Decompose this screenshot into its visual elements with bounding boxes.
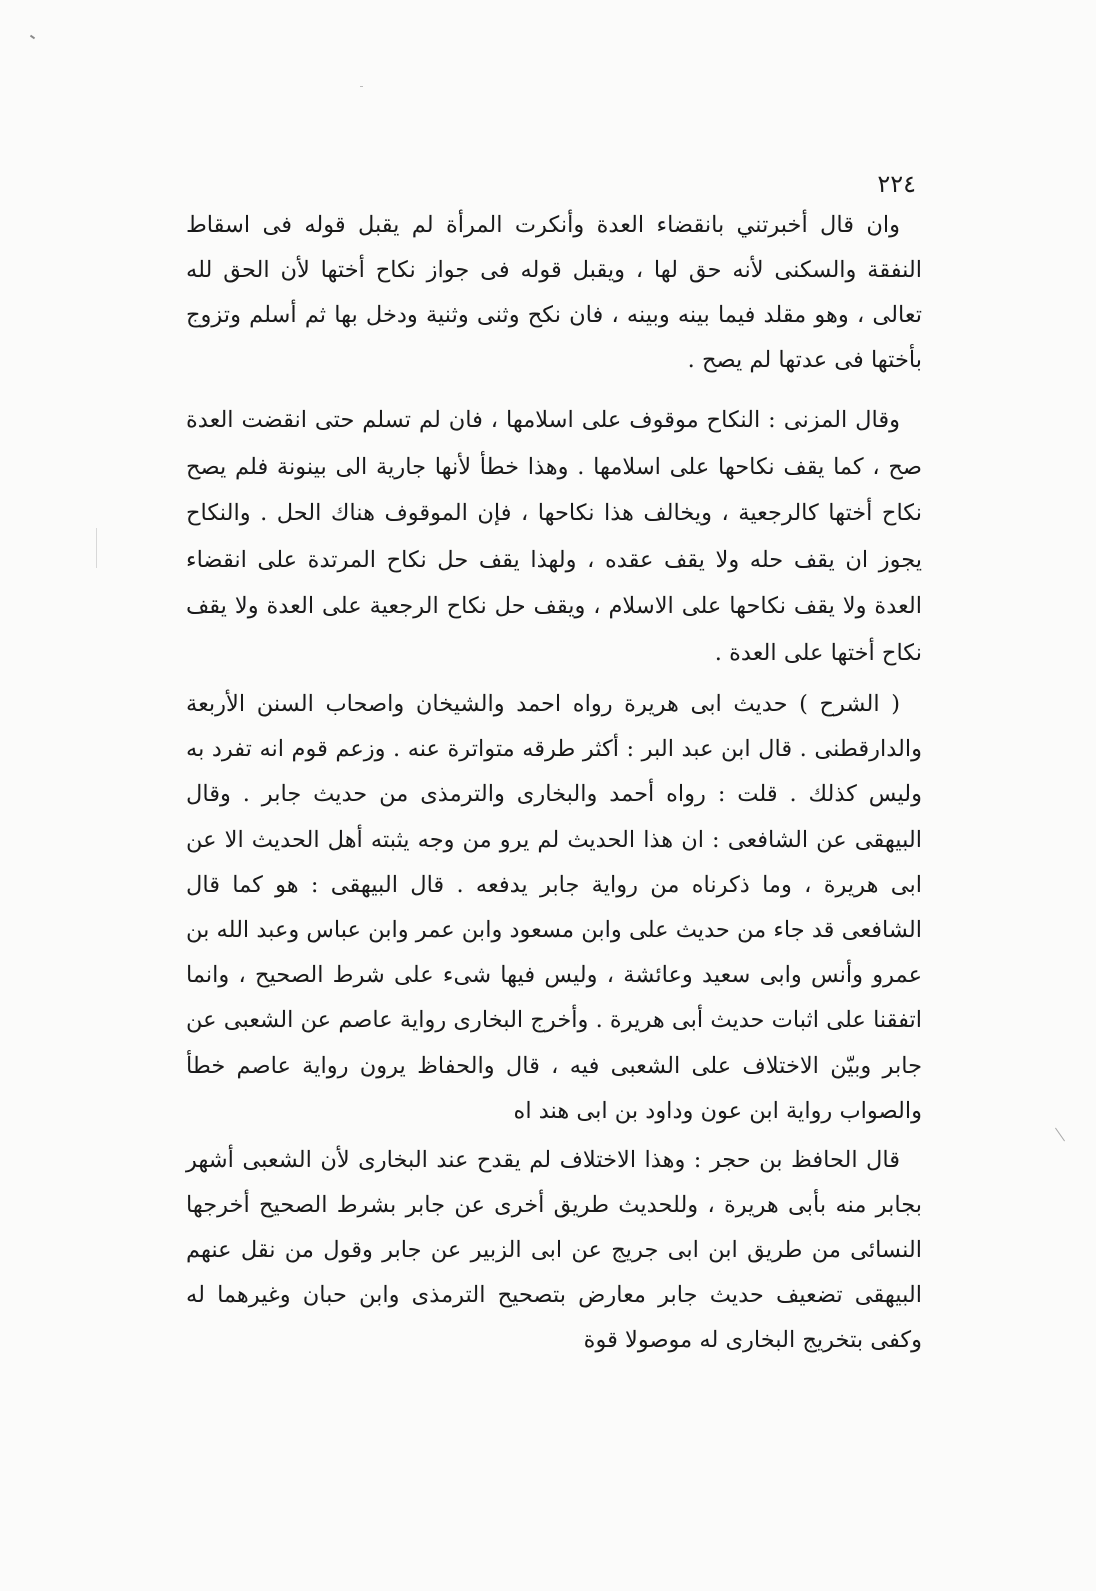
paragraph-1 xyxy=(186,203,922,383)
paragraph-text: قال الحافظ بن حجر : وهذا الاختلاف لم يقدح عند البخارى لأن الشعبى أشهر بجابر منه بأبى هريرة ، وللحديث طريق أخرى عن جابر بشرط الصحيح أخرجها النسائى من طريق ابن ابى جريج عن ابى الزبير عن جابر وقول من نقل عنهم البيهقى تضعيف حديث جابر معارض بتصحيح الترمذى وابن حبان وغيرهما له وكفى بتخريج البخارى له موصولا قوة xyxy=(186,1147,922,1353)
scan-speck xyxy=(1055,1128,1065,1142)
paragraph-4 xyxy=(186,1138,922,1363)
paragraph-text: ( الشرح ) حديث ابى هريرة رواه احمد والشيخان واصحاب السنن الأربعة والدارقطنى . قال ابن عبد البر : أكثر طرقه متواترة عنه . وزعم قوم انه تفرد به وليس كذلك . قلت : رواه أحمد والبخارى والترمذى من حديث جابر . وقال البيهقى عن الشافعى : ان هذا الحديث لم يرو من وجه يثبته أهل الحديث الا عن ابى هريرة ، وما ذكرناه من رواية جابر يدفعه . قال البيهقى : هو كما قال الشافعى قد جاء من حديث على وابن مسعود وابن عمر وابن عباس وعبد الله بن عمرو وأنس وابى سعيد وعائشة ، وليس فيها شىء على شرط الصحيح ، وانما اتفقنا على اثبات حديث أبى هريرة . وأخرج البخارى رواية عاصم عن الشعبى عن جابر وبيّن الاختلاف على الشعبى فيه ، قال والحفاظ يرون رواية عاصم خطأ والصواب رواية ابن عون وداود بن ابى هند اه xyxy=(186,691,922,1124)
paragraph-text: وان قال أخبرتني بانقضاء العدة وأنكرت المرأة لم يقبل قوله فى اسقاط النفقة والسكنى لأنه حق لها ، ويقبل قوله فى جواز نكاح أختها لأن الحق لله تعالى ، وهو مقلد فيما بينه وبينه ، فان نكح وثنى وثنية ودخل بها ثم أسلم وتزوج بأختها فى عدتها لم يصح . xyxy=(186,212,922,373)
page-number: ٢٢٤ xyxy=(877,170,916,198)
paragraph-2 xyxy=(186,397,922,676)
paragraph-3-commentary xyxy=(186,682,922,1134)
paragraph-text: وقال المزنى : النكاح موقوف على اسلامها ، فان لم تسلم حتى انقضت العدة صح ، كما يقف نكاحها على اسلامها . وهذا خطأ لأنها جارية الى بينونة فلم يصح نكاح أختها كالرجعية ، ويخالف هذا نكاحها ، فإن الموقوف هناك الحل . والنكاح يجوز ان يقف حله ولا يقف عقده ، ولهذا يقف حل نكاح المرتدة على انقضاء العدة ولا يقف نكاحها على الاسلام ، ويقف حل نكاح الرجعية على العدة ولا يقف نكاح أختها على العدة . xyxy=(186,407,922,666)
scan-speck xyxy=(360,86,363,87)
scan-speck xyxy=(30,35,35,40)
scan-speck xyxy=(96,528,97,568)
